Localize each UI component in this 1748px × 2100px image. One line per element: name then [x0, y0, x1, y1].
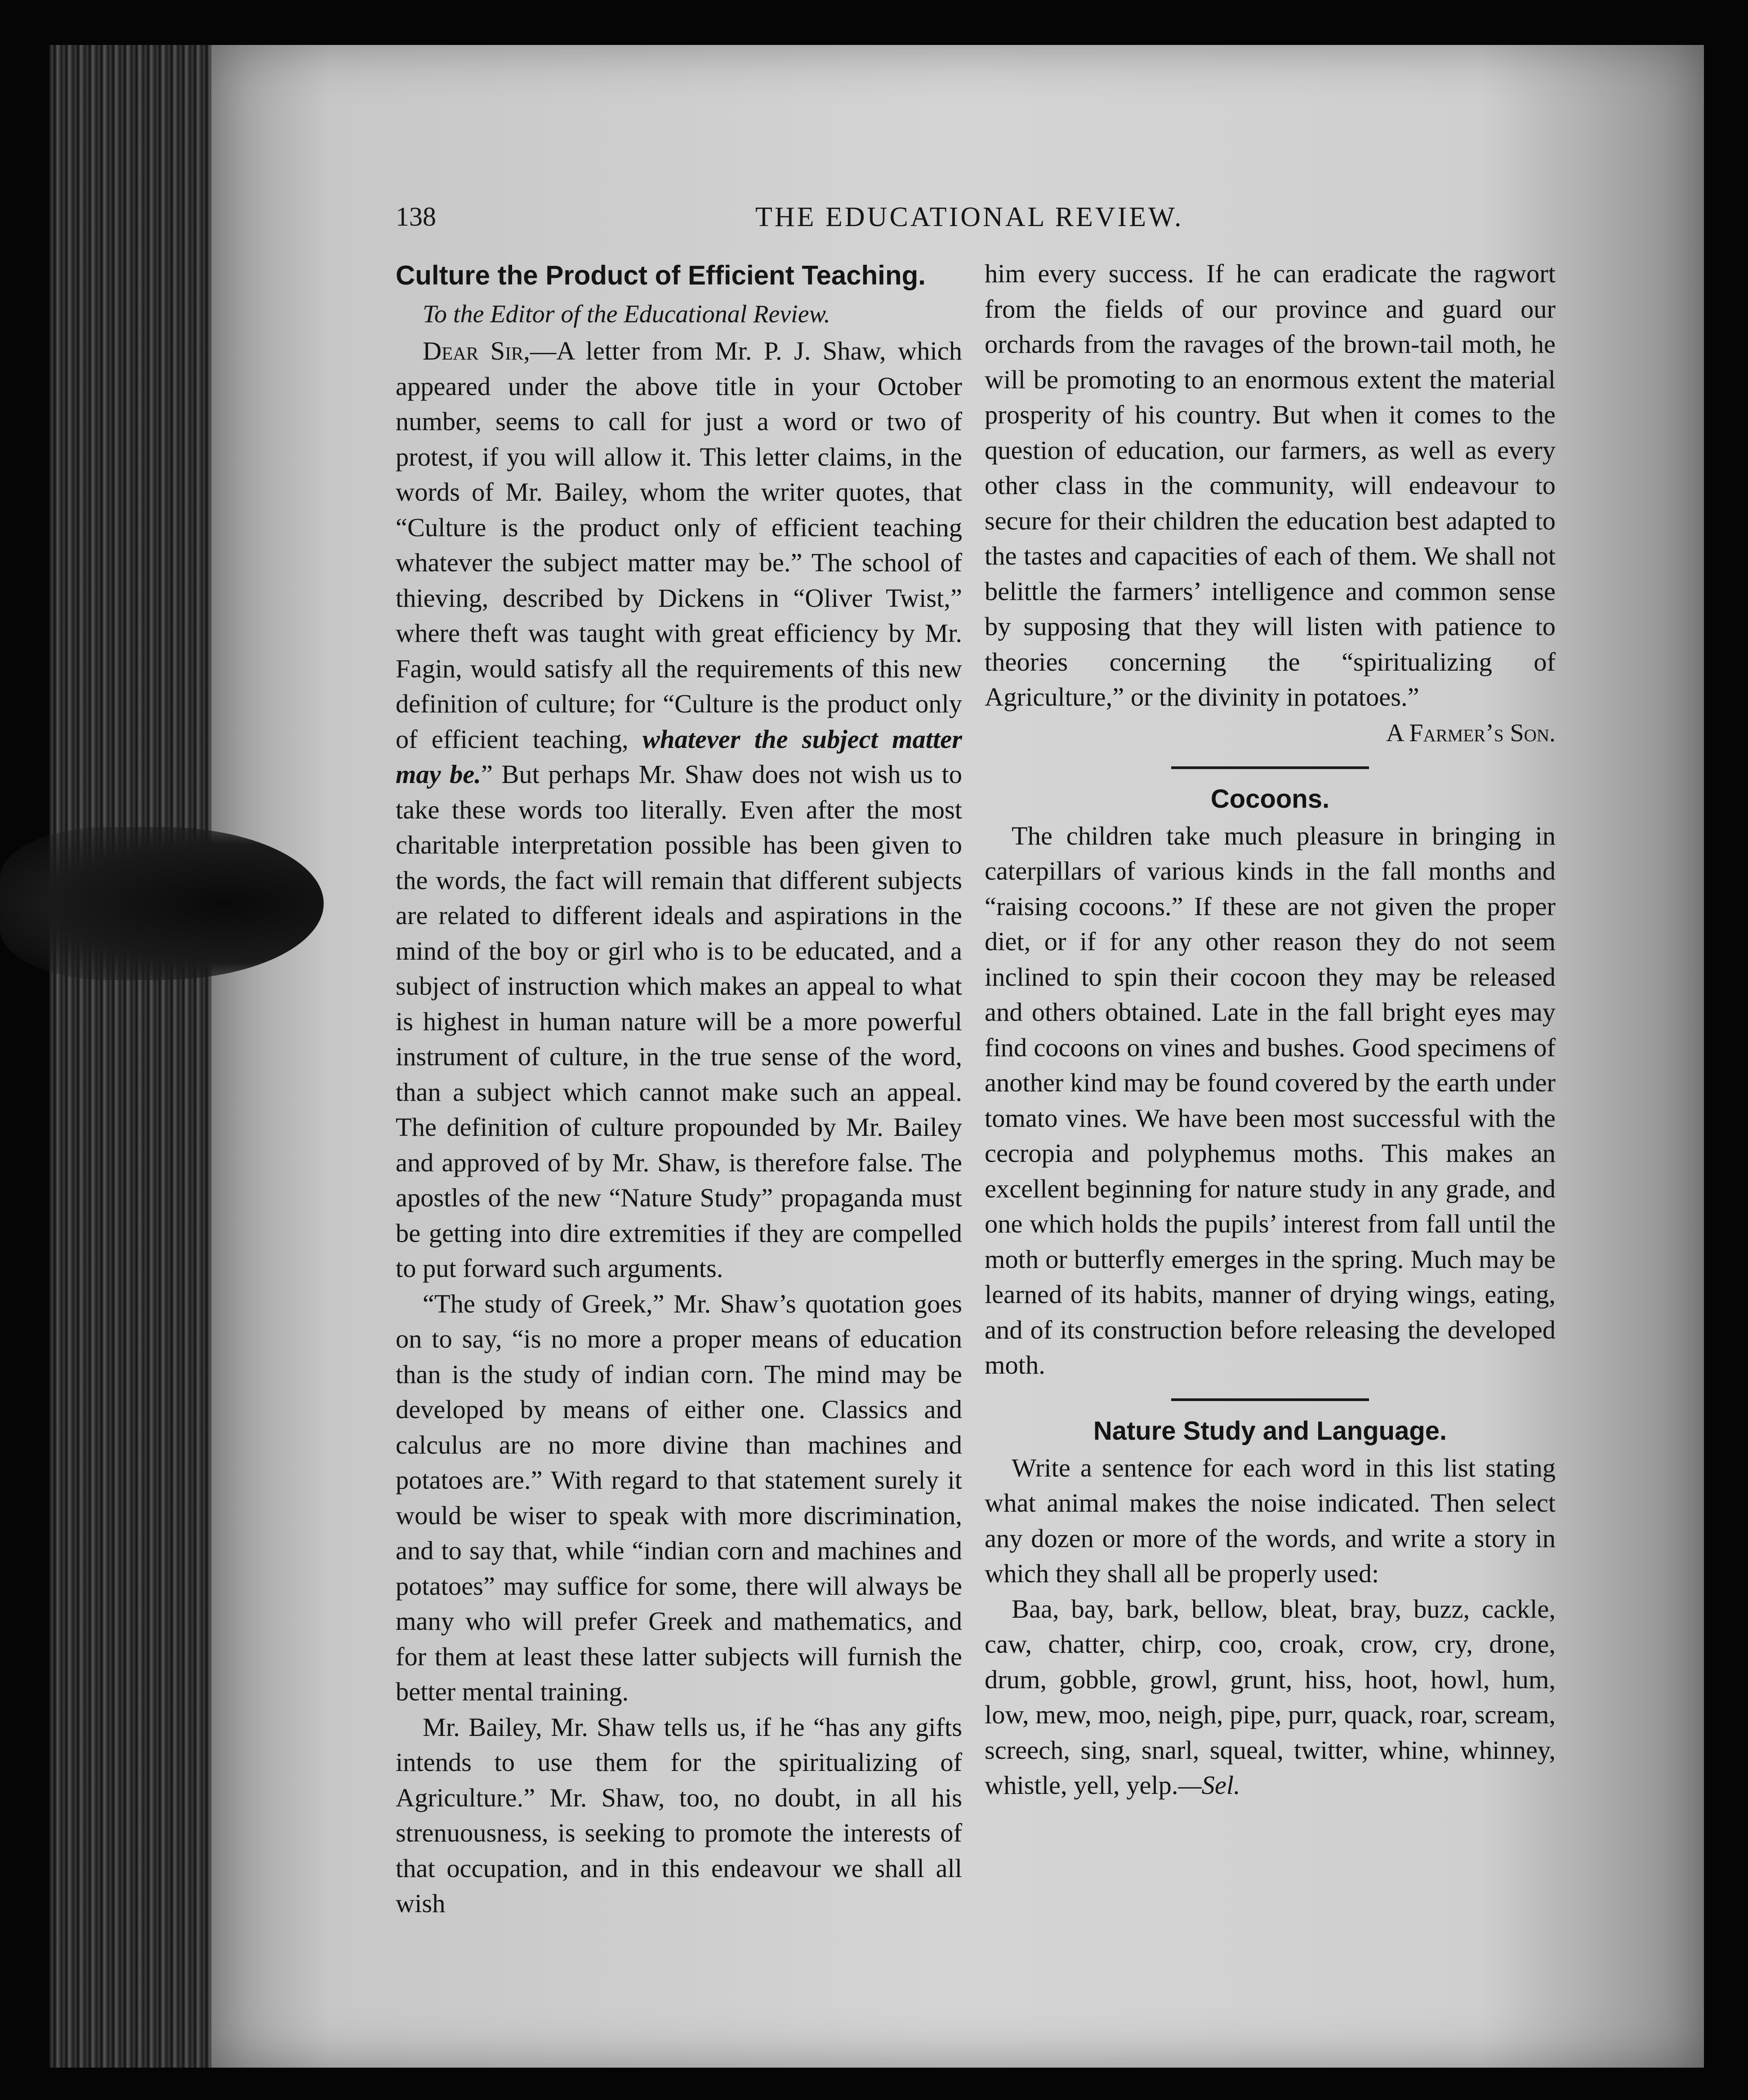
- letter-paragraph-3: Mr. Bailey, Mr. Shaw tells us, if he “has any gifts intends to use them for the spiritualizing of Agriculture.” Mr. Shaw, too, no doubt, in all his strenuousness, is seeking to promote the interests of that occupation, and in this endeavour we shall all wish: [396, 1712, 962, 1918]
- letter-paragraph-1-part-b: ” But perhaps Mr. Shaw does not wish us to take these words too literally. Even after the most charitable interpretation possible has been given to the words, the fact will remain that different subjects are related to different ideals and aspirations in the mind of the boy or girl who is to be educated, and a subject of instruction which makes an appeal to what is highest in human nature will be a more powerful instrument of culture, in the true sense of the word, than a subject which cannot make such an appeal. The definition of culture propounded by Mr. Bailey and approved of by Mr. Shaw, is therefore false. The apostles of the new “Nature Study” propaganda must be getting into dire extremities if they are compelled to put forward such arguments.: [396, 760, 963, 1283]
- letter-paragraph-1-part-a: —A letter from Mr. P. J. Shaw, which appeared under the above title in your October number, seems to call for just a word or two of protest, if you will allow it. This letter claims, in the words of Mr. Bailey, whom the writer quotes, that “Culture is the product only of efficient teaching whatever the subject matter may be.” The school of thieving, described by Dickens in “Oliver Twist,” where theft was taught with great efficiency by Mr. Fagin, would satisfy all the requirements of this new definition of culture; for “Culture is the product only of efficient teaching,: [396, 336, 962, 754]
- section-divider: [1171, 1398, 1369, 1401]
- article-title-nature-study: Nature Study and Language.: [1093, 1416, 1447, 1446]
- book-page-edges: [49, 45, 211, 2068]
- running-header: [396, 201, 1610, 246]
- word-list-text: Baa, bay, bark, bellow, bleat, bray, buzz, cackle, caw, chatter, chirp, coo, croak, crow, cry, drone, drum, gobble, growl, grunt, hiss, hoot, howl, hum, low, mew, moo, neigh, pipe, purr, quack, roar, scream, screech, sing, snarl, squeal, twitter, whine, whinney, whistle, yell, yelp.: [985, 1594, 1556, 1800]
- addressee-line: To the Editor of the Educational Review.: [423, 300, 830, 328]
- page-number: 138: [396, 202, 436, 231]
- nature-study-body: Write a sentence for each word in this list stating what animal makes the noise indicated. Then select any dozen or more of the words, and write a story in which they shall all be properly used:: [985, 1453, 1556, 1588]
- article-title-cocoons: Cocoons.: [1210, 784, 1330, 814]
- letter-continuation: him every success. If he can eradicate the ragwort from the fields of our province and guard our orchards from the ravages of the brown-tail moth, he will be promoting to an enormous extent the material prosperity of his country. But when it comes to the question of education, our farmers, as well as every other class in the community, will endeavour to secure for their children the education best adapted to the tastes and capacities of each of them. We shall not belittle the farmers’ intelligence and common sense by supposing that they will listen with patience to theories concerning the “spiritualizing of Agriculture,” or the divinity in potatoes.”: [985, 259, 1556, 712]
- thumb-shadow: [0, 827, 324, 980]
- article-title-culture: Culture the Product of Efficient Teaching.: [396, 260, 926, 290]
- animal-sound-word-list: [985, 1592, 1556, 1803]
- journal-title: THE EDUCATIONAL REVIEW.: [755, 202, 1184, 232]
- left-column: [396, 256, 962, 1922]
- italic-quote: whatever the subject matter may be.: [396, 724, 962, 789]
- letter-signature: A Farmer’s Son.: [1386, 719, 1556, 747]
- right-column: [985, 256, 1556, 1803]
- source-credit: —Sel.: [1178, 1771, 1240, 1800]
- letter-paragraph-2: “The study of Greek,” Mr. Shaw’s quotation goes on to say, “is no more a proper means of education than is the study of indian corn. The mind may be developed by means of either one. Classics and calculus are no more divine than machines and potatoes are.” With regard to that statement surely it would be wiser to speak with more discrimination, and to say that, while “indian corn and machines and potatoes” may suffice for some, there will always be many who will prefer Greek and mathematics, and for them at least these latter subjects will furnish the better mental training.: [396, 1289, 962, 1706]
- cocoons-body: The children take much pleasure in bringing in caterpillars of various kinds in the fall months and “raising cocoons.” If these are not given the proper diet, or if for any other reason they do not seem inclined to spin their cocoon they may be released and others obtained. Late in the fall bright eyes may find cocoons on vines and bushes. Good specimens of another kind may be found covered by the earth under tomato vines. We have been most successful with the cecropia and polyphemus moths. This makes an excellent beginning for nature study in any grade, and one which holds the pupils’ interest from fall until the moth or butterfly emerges in the spring. Much may be learned of its habits, manner of drying wings, eating, and of its construction before releasing the developed moth.: [985, 821, 1556, 1379]
- salutation: Dear Sir,: [423, 336, 530, 365]
- letter-paragraph-1: [396, 334, 962, 1286]
- section-divider: [1171, 766, 1369, 769]
